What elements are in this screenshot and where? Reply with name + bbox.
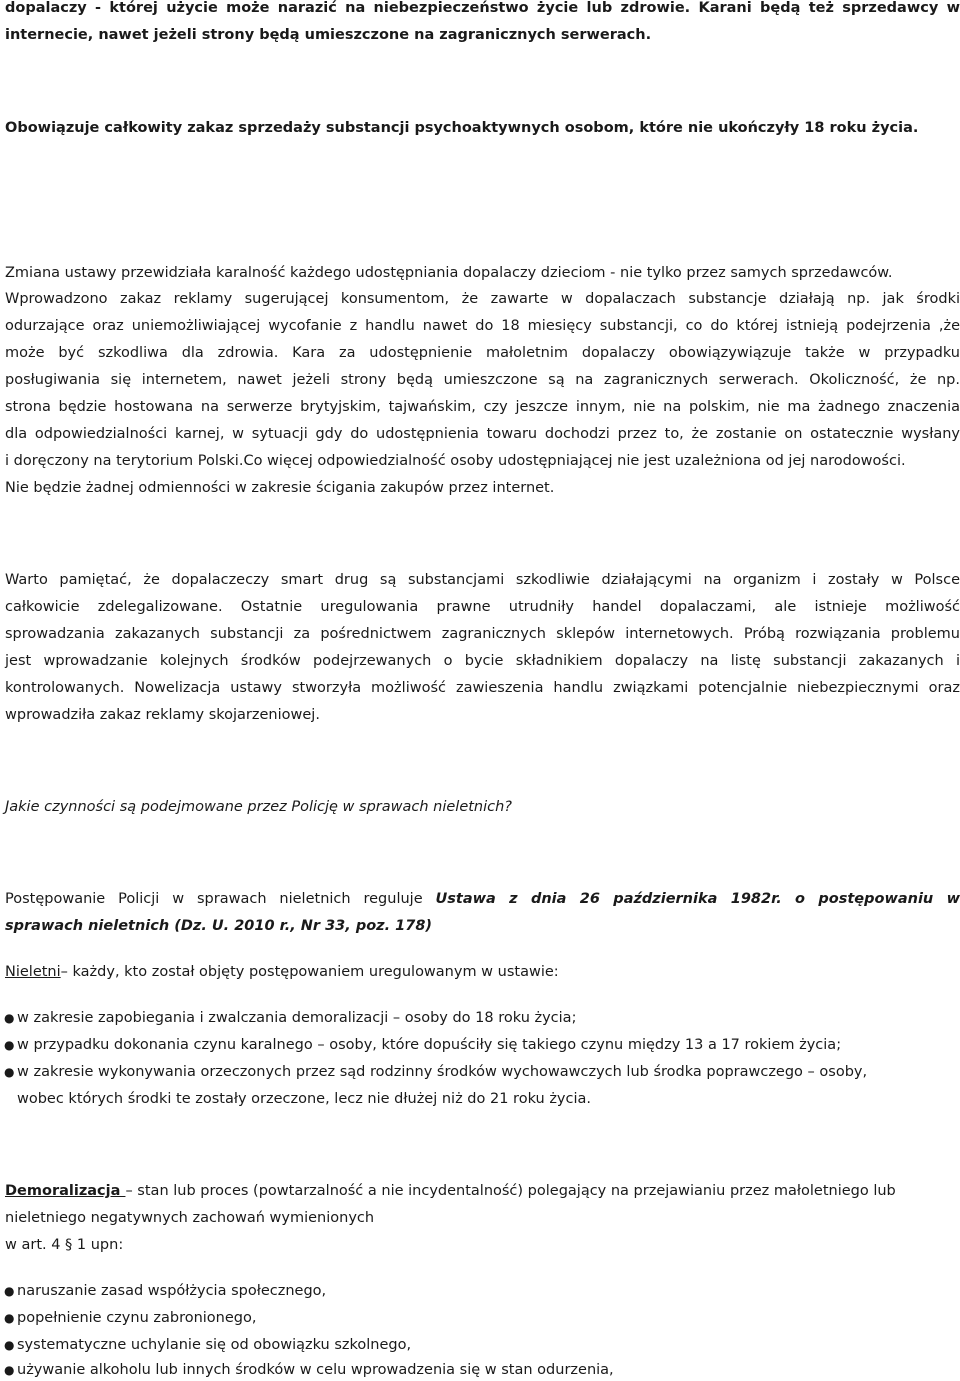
bullet-icon: ● bbox=[4, 1311, 15, 1325]
definition-line bbox=[5, 962, 960, 982]
list-item bbox=[0, 1281, 960, 1301]
bullet-icon: ● bbox=[4, 1363, 15, 1377]
defined-term: Demoralizacja bbox=[5, 1183, 126, 1199]
paragraph-line: dopalaczy - której użycie może narazić na niebezpieczeństwo życie lub zdrowie. Karani będą też sprzedawcy w bbox=[5, 0, 960, 16]
paragraph-line: Wprowadzono zakaz reklamy sugerującej konsumentom, że zawarte w dopalaczach substancje działają np. jak środki bbox=[5, 291, 960, 307]
list-item bbox=[0, 1062, 960, 1109]
bullet-icon: ● bbox=[4, 1038, 15, 1052]
defined-term: Nieletni bbox=[5, 964, 61, 980]
paragraph-line bbox=[5, 889, 960, 909]
act-reference: Ustawa z dnia 26 października 1982r. o postępowaniu w bbox=[435, 891, 960, 907]
list-item-text: popełnienie czynu zabronionego, bbox=[17, 1310, 257, 1326]
bullet-icon: ● bbox=[4, 1011, 15, 1025]
paragraph-line: posługiwania się internetem, nawet jeżeli strony będą umieszczone są na zagranicznych serwerach. Okoliczność, że np. bbox=[5, 372, 960, 388]
list-item-text: w zakresie zapobiegania i zwalczania demoralizacji – osoby do 18 roku życia; bbox=[17, 1010, 577, 1026]
paragraph-line: Warto pamiętać, że dopalaczeczy smart drug są substancjami szkodliwie działającymi na organizm i zostały w Polsce bbox=[5, 572, 960, 588]
paragraph-line: odurzające oraz uniemożliwiającej wycofanie z handlu nawet do 18 miesięcy substancji, co do której istnieją podejrzenia ,że bbox=[5, 318, 960, 334]
paragraph-line: kontrolowanych. Nowelizacja ustawy stworzyła możliwość zawieszenia handlu związkami potencjalnie niebezpiecznymi oraz bbox=[5, 680, 960, 696]
plain-text: Postępowanie Policji w sprawach nieletnich reguluje bbox=[5, 891, 436, 907]
list-item-text: systematyczne uchylanie się od obowiązku szkolnego, bbox=[17, 1337, 412, 1353]
paragraph-line: i doręczony na terytorium Polski.Co więcej odpowiedzialność osoby udostępniającej nie jest uzależniona od jej narodowości. bbox=[5, 453, 906, 469]
definition-line: nieletniego negatywnych zachowań wymienionych bbox=[5, 1210, 375, 1226]
list-item bbox=[0, 1008, 960, 1028]
act-reference-cont: sprawach nieletnich (Dz. U. 2010 r., Nr 33, poz. 178) bbox=[5, 918, 433, 934]
list-item bbox=[0, 1035, 960, 1055]
list-item-text: w przypadku dokonania czynu karalnego – osoby, które dopuściły się takiego czynu między 13 a 17 rokiem życia; bbox=[17, 1037, 842, 1053]
paragraph-line: strona będzie hostowana na serwerze brytyjskim, tajwańskim, czy jeszcze innym, nie na polskim, nie ma żadnego znaczenia bbox=[5, 399, 960, 415]
paragraph-line: internecie, nawet jeżeli strony będą umieszczone na zagranicznych serwerach. bbox=[5, 27, 652, 43]
list-item bbox=[0, 1308, 960, 1328]
list-item-text: naruszanie zasad współżycia społecznego, bbox=[17, 1283, 327, 1299]
definition-line bbox=[5, 1181, 960, 1201]
bullet-icon: ● bbox=[4, 1338, 15, 1352]
paragraph-line: całkowicie zdelegalizowane. Ostatnie uregulowania prawne utrudniły handel dopalaczami, ale istnieje możliwość bbox=[5, 599, 960, 615]
bullet-icon: ● bbox=[4, 1065, 15, 1079]
paragraph-line: dla odpowiedzialności karnej, w sytuacji gdy do udostępnienia towaru dochodzi przez to, że zostanie on ostatecznie wysłany bbox=[5, 426, 960, 442]
paragraph-line: może być szkodliwa dla zdrowia. Kara za udostępnienie małoletnim dopalaczy obowiązywiązuje także w przypadku bbox=[5, 345, 960, 361]
bold-statement: Obowiązuje całkowity zakaz sprzedaży substancji psychoaktywnych osobom, które nie ukończyły 18 roku życia. bbox=[5, 120, 919, 136]
list-item-text: wobec których środki te zostały orzeczone, lecz nie dłużej niż do 21 roku życia. bbox=[17, 1091, 592, 1107]
list-item-text: używanie alkoholu lub innych środków w celu wprowadzenia się w stan odurzenia, bbox=[17, 1362, 614, 1378]
bullet-icon: ● bbox=[4, 1284, 15, 1298]
paragraph-line: Zmiana ustawy przewidziała karalność każdego udostępniania dopalaczy dzieciom - nie tylko przez samych sprzedawców. bbox=[5, 265, 893, 281]
list-item bbox=[0, 1360, 960, 1380]
paragraph-line: Nie będzie żadnej odmienności w zakresie ścigania zakupów przez internet. bbox=[5, 480, 555, 496]
paragraph-line: jest wprowadzanie kolejnych środków podejrzewanych o bycie składnikiem dopalaczy na listę substancji zakazanych i bbox=[5, 653, 960, 669]
definition-line: w art. 4 § 1 upn: bbox=[5, 1237, 124, 1253]
definition-text: – każdy, kto został objęty postępowaniem uregulowanym w ustawie: bbox=[60, 964, 559, 980]
list-item bbox=[0, 1335, 960, 1355]
section-question: Jakie czynności są podejmowane przez Policję w sprawach nieletnich? bbox=[5, 799, 512, 815]
list-item-text: w zakresie wykonywania orzeczonych przez sąd rodzinny środków wychowawczych lub środka poprawczego – osoby, bbox=[17, 1064, 868, 1080]
definition-text: – stan lub proces (powtarzalność a nie incydentalność) polegający na przejawianiu przez małoletniego lub bbox=[125, 1183, 896, 1199]
paragraph-line: sprowadzania zakazanych substancji za pośrednictwem zagranicznych sklepów internetowych. Próbą rozwiązania problemu bbox=[5, 626, 960, 642]
paragraph-line: wprowadziła zakaz reklamy skojarzeniowej. bbox=[5, 707, 320, 723]
